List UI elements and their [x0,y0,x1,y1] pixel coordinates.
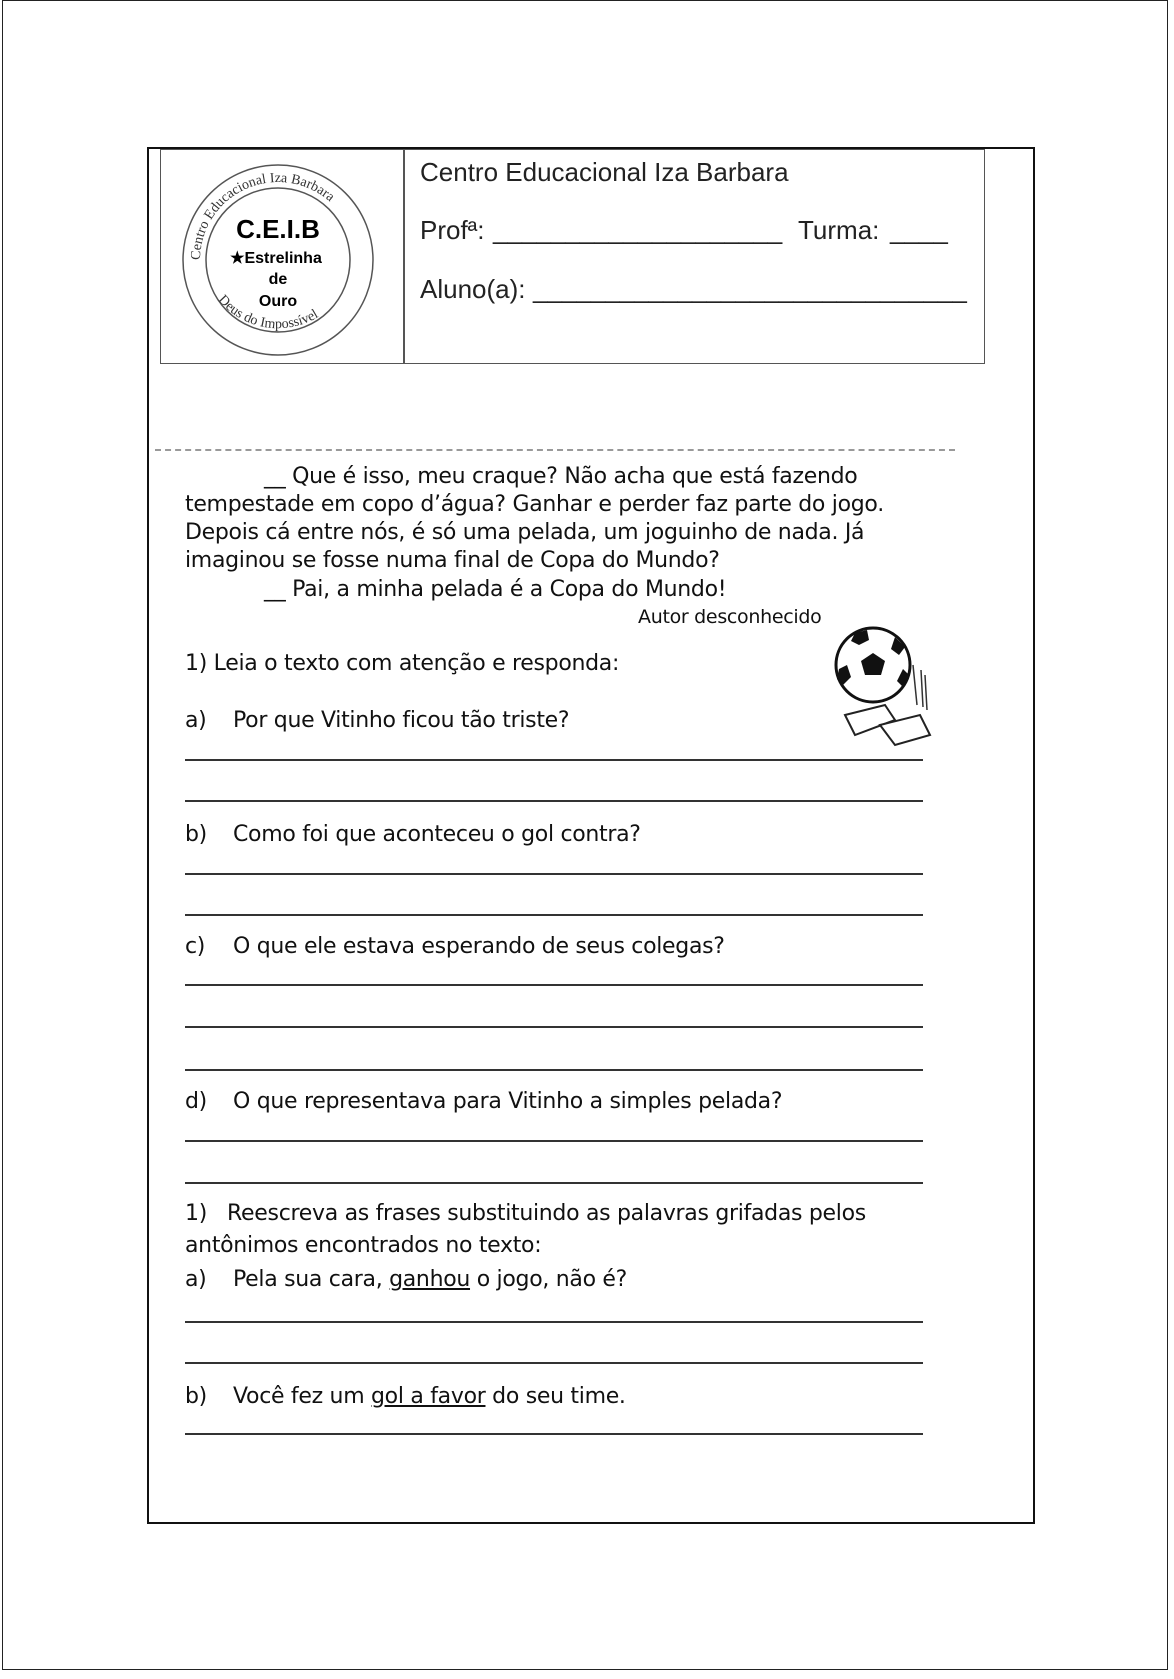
logo-line1: ★Estrelinha [230,250,322,267]
author: Autor desconhecido [638,606,822,628]
text-line: __ Que é isso, meu craque? Não acha que está fazendo [264,464,858,489]
logo-line2: de [268,271,288,288]
rewrite-b-sentence [233,1384,626,1410]
answer-line[interactable] [185,984,923,986]
answer-line[interactable] [185,1182,923,1184]
answer-line[interactable] [185,1433,923,1435]
section2-title-cont: antônimos encontrados no texto: [185,1233,542,1258]
rewrite-a-sentence [233,1267,627,1293]
answer-line[interactable] [185,873,923,875]
answer-line[interactable] [185,759,923,761]
header-divider [403,149,405,364]
answer-line[interactable] [185,1069,923,1071]
question-a: Por que Vitinho ficou tão triste? [233,708,570,733]
answer-line[interactable] [185,1321,923,1323]
answer-line[interactable] [185,1362,923,1364]
soccer-ball-image [825,625,935,755]
answer-line[interactable] [185,800,923,802]
rewrite-a-label: a) [185,1267,207,1292]
question-c-label: c) [185,934,206,959]
text-line: Depois cá entre nós, é só uma pelada, um joguinho de nada. Já [185,520,865,545]
question-d-label: d) [185,1089,207,1114]
school-name: Centro Educacional Iza Barbara [420,157,789,187]
rewrite-a-pre: Pela sua cara, [233,1267,390,1292]
question-a-label: a) [185,708,207,733]
section2-title: 1) Reescreva as frases substituindo as palavras grifadas pelos [185,1201,866,1226]
rewrite-b-label: b) [185,1384,207,1409]
text-line: imaginou se fosse numa final de Copa do Mundo? [185,548,720,573]
class-label: Turma: [798,215,880,245]
student-label: Aluno(a): [420,274,526,304]
student-field[interactable]: ______________________________ [533,274,967,304]
dashed-divider [155,449,955,451]
rewrite-a-underlined: ganhou [389,1267,471,1292]
question-b: Como foi que aconteceu o gol contra? [233,822,641,847]
question-b-label: b) [185,822,207,847]
logo-initials: C.E.I.B [236,214,320,244]
logo-arc-top: Centro Educacional Iza Barbara [188,170,338,261]
question-d: O que representava para Vitinho a simples pelada? [233,1089,783,1114]
answer-line[interactable] [185,1140,923,1142]
question-c: O que ele estava esperando de seus colegas? [233,934,725,959]
class-field[interactable]: ____ [890,215,948,245]
rewrite-a-post: o jogo, não é? [470,1267,628,1292]
rewrite-b-post: do seu time. [485,1384,626,1409]
answer-line[interactable] [185,914,923,916]
teacher-field[interactable]: ____________________ [493,215,783,245]
school-logo [178,160,378,360]
rewrite-b-underlined: gol a favor [371,1384,486,1409]
section1-title: 1) Leia o texto com atenção e responda: [185,651,620,676]
logo-arc-bottom: Deus do Impossível [214,292,321,333]
logo-line3: Ouro [258,293,298,310]
text-line: __ Pai, a minha pelada é a Copa do Mundo! [264,577,727,602]
teacher-label: Profª: [420,215,485,245]
text-line: tempestade em copo d’água? Ganhar e perder faz parte do jogo. [185,492,884,517]
answer-line[interactable] [185,1026,923,1028]
rewrite-b-pre: Você fez um [233,1384,372,1409]
